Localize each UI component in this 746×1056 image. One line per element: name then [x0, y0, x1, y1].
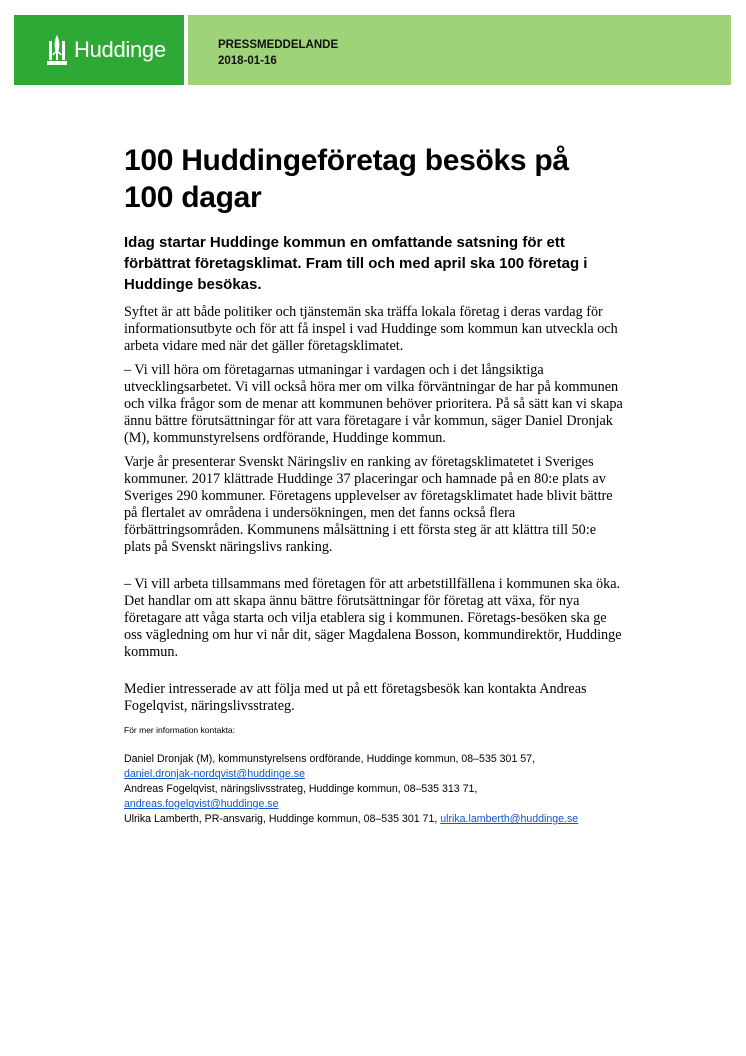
- article: [124, 142, 624, 827]
- email-link[interactable]: ulrika.lamberth@huddinge.se: [440, 813, 579, 825]
- ingress: Idag startar Huddinge kommun en omfattande satsning för ett förbättrat företagsklimat. Fram till och med april ska 100 företag i Huddinge besökas.: [124, 234, 588, 293]
- paragraph: Syftet är att både politiker och tjänstemän ska träffa lokala företag i deras vardag för informationsutbyte och för att få inspel i vad Huddinge som kommun kan utveckla och arbeta vidare med när det gäller företagsklimatet.: [124, 304, 618, 354]
- email-link[interactable]: andreas.fogelqvist@huddinge.se: [124, 798, 279, 810]
- logo: [14, 15, 184, 85]
- contact-entry: [124, 782, 624, 812]
- contact-text: Andreas Fogelqvist, näringslivsstrateg, Huddinge kommun, 08–535 313 71,: [124, 783, 478, 795]
- doc-date: 2018-01-16: [218, 55, 277, 67]
- contact-heading: För mer information kontakta:: [124, 725, 236, 735]
- header-bar: [14, 15, 731, 85]
- email-link[interactable]: daniel.dronjak-nordqvist@huddinge.se: [124, 768, 305, 780]
- contact-text: Daniel Dronjak (M), kommunstyrelsens ordförande, Huddinge kommun, 08–535 301 57,: [124, 753, 536, 765]
- paragraph: – Vi vill höra om företagarnas utmaningar i vardagen och i det långsiktiga utvecklingsarbetet. Vi vill också höra mer om vilka förväntningar de har på kommunen och vilka frågor som de menar att kommunen behöver prioritera. På så sätt kan vi skapa ännu bättre förutsättningar för att vara företagare i vår kommun, säger Daniel Dronjak (M), kommunstyrelsens ordförande, Huddinge kommun.: [124, 362, 623, 446]
- contact-text: Ulrika Lamberth, PR-ansvarig, Huddinge kommun, 08–535 301 71,: [124, 813, 438, 825]
- contact-entry: [124, 812, 624, 827]
- huddinge-crest-icon: [46, 33, 68, 67]
- paragraph: – Vi vill arbeta tillsammans med företagen för att arbetstillfällena i kommunen ska öka. Det handlar om att skapa ännu bättre förutsättningar för företag att växa, för nya företagare att våga starta och vilja etablera sig i kommunen. Företags-besöken ska ge oss vägledning om hur vi når dit, säger Magdalena Bosson, kommundirektör, Huddinge kommun.: [124, 576, 622, 660]
- paragraph: Medier intresserade av att följa med ut på ett företagsbesök kan kontakta Andreas Fogelqvist, näringslivsstrateg.: [124, 681, 587, 714]
- logo-text: Huddinge: [74, 37, 166, 62]
- page-title: 100 Huddingeföretag besöks på 100 dagar: [124, 144, 569, 214]
- contact-entry: [124, 752, 624, 782]
- doc-type: PRESSMEDDELANDE: [218, 39, 339, 51]
- press-meta: [188, 15, 731, 85]
- contact-section: [124, 723, 624, 827]
- paragraph: Varje år presenterar Svenskt Näringsliv en ranking av företagsklimatetet i Sveriges kommuner. 2017 klättrade Huddinge 37 placeringar och hamnade på en 80:e plats av Sveriges 290 kommuner. Företagens upplevelser av företagsklimatet hade blivit bättre på flertalet av områdena i undersökningen, men det fanns också flera förbättringsområden. Kommunens målsättning i ett första steg är att klättra till 50:e plats på Svenskt näringslivs ranking.: [124, 454, 613, 555]
